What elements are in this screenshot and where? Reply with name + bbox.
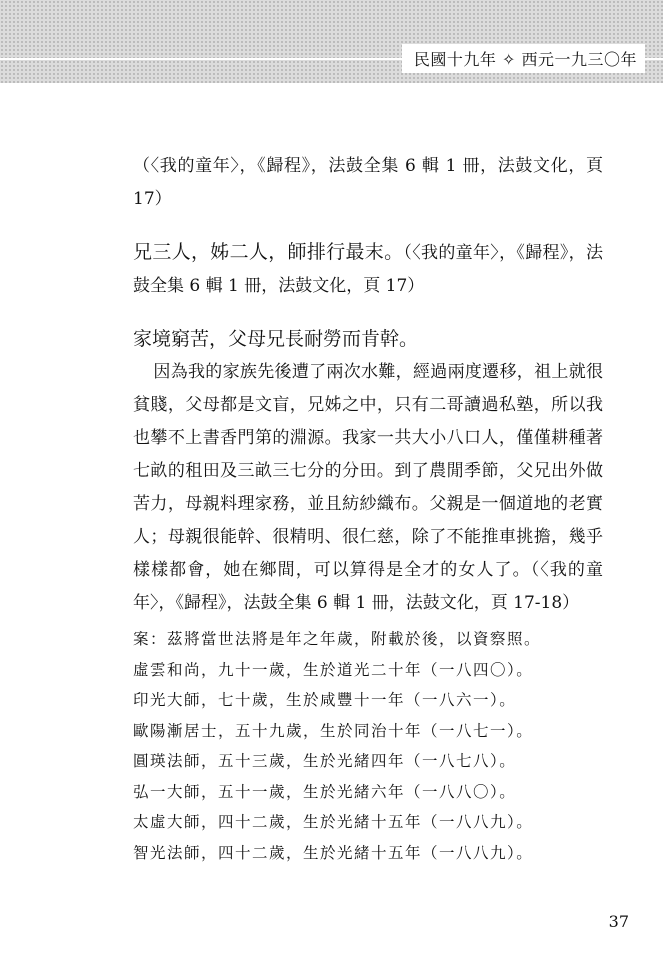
note-item: 圓瑛法師，五十三歲，生於光緒四年（一八七八）。 [133, 752, 517, 770]
note-item: 印光大師，七十歲，生於咸豐十一年（一八六一）。 [133, 691, 517, 709]
note-item: 太虛大師，四十二歲，生於光緒十五年（一八八九）。 [133, 813, 534, 831]
entry-heading-siblings: 兄三人，姊二人，師排行最末。 [133, 241, 404, 263]
citation-3: （〈我的童年〉，《歸程》，法鼓全集 6 輯 1 冊，法鼓文化，頁 17-18） [133, 560, 604, 613]
page-body [133, 150, 603, 868]
note-item: 歐陽漸居士，五十九歲，生於同治十年（一八七一）。 [133, 721, 534, 740]
citation-2: （〈我的童年〉，《歸程》，法鼓全集 6 輯 1 冊，法鼓文化，頁 17） [133, 243, 603, 296]
family-paragraph-text: 因為我的家族先後遭了兩次水難，經過兩度遷移，祖上就很貧賤，父母都是文盲，兄姊之中，只有二哥讀過私塾，所以我也攀不上書香門第的淵源。我家一共大小八口人，僅僅耕種著七畝的租田及三畝三七分的分田。到了農閒季節，父兄出外做苦力，母親料理家務，並且紡紗織布。父親是一個道地的老實人；母親很能幹、很精明、很仁慈，除了不能推車挑擔，幾乎樣樣都會，她在鄉間，可以算得是全才的女人了。 [133, 362, 603, 580]
note-item: 弘一大師，五十一歲，生於光緒六年（一八八〇）。 [133, 782, 517, 801]
entry-heading-family: 家境窮苦，父母兄長耐勞而肯幹。 [133, 328, 419, 350]
citation-1: （〈我的童年〉，《歸程》，法鼓全集 6 輯 1 冊，法鼓文化，頁 17） [133, 156, 603, 209]
entry-siblings [133, 236, 603, 303]
note-intro: 案：茲將當世法將是年之年歲，附載於後，以資察照。 [133, 630, 542, 648]
notes-list [133, 624, 603, 868]
running-title: 民國十九年 ✧ 西元一九三〇年 [402, 44, 645, 73]
entry-family-paragraph [133, 356, 603, 620]
note-item: 虛雲和尚，九十一歲，生於道光二十年（一八四〇）。 [133, 660, 534, 679]
note-item: 智光法師，四十二歲，生於光緒十五年（一八八九）。 [133, 843, 534, 862]
page-number: 37 [608, 912, 629, 931]
